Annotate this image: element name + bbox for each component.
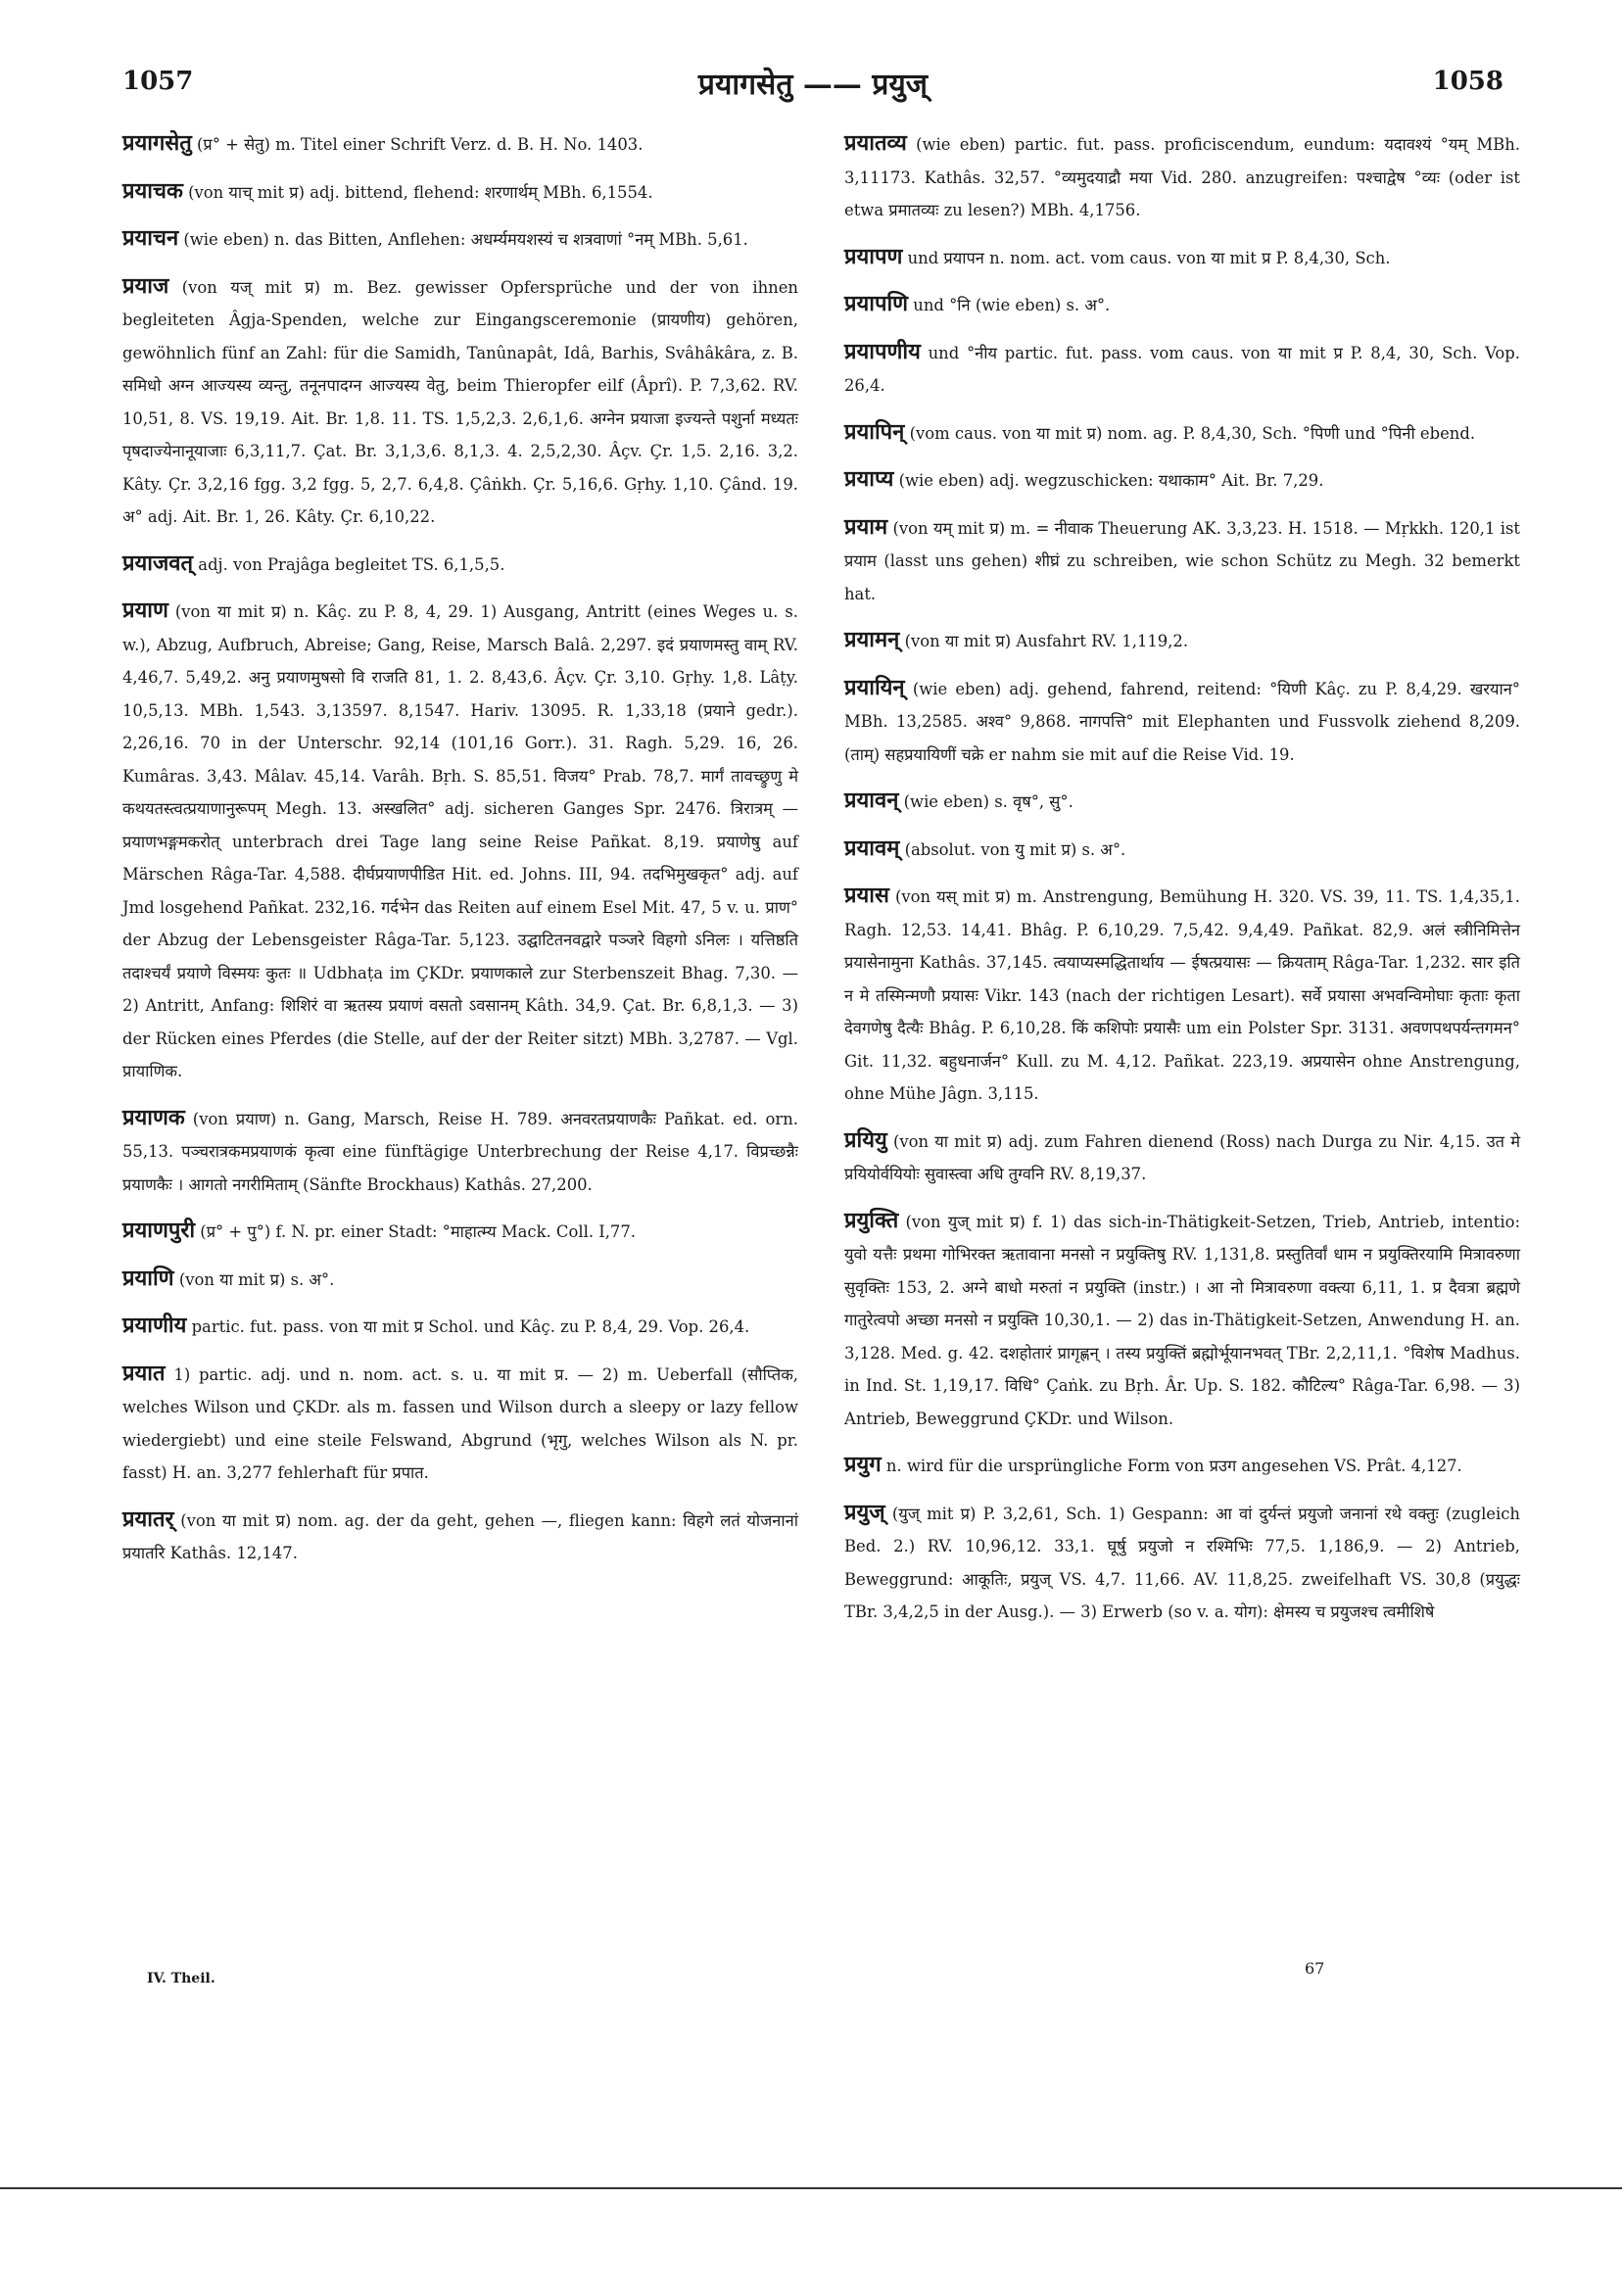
dictionary-entry	[122, 595, 798, 1088]
entry-headword: प्रयाण	[122, 598, 168, 623]
dictionary-entry	[122, 270, 798, 534]
dictionary-entry	[122, 1102, 798, 1202]
dictionary-entry	[122, 222, 798, 257]
entry-text: (von यस् mit प्र) m. Anstrengung, Bemühung H. 320. VS. 39, 11. TS. 1,4,35,1. Ragh. 12,53. 14,41. Bhâg. P. 6,10,29. 7,5,42. 9,4,49. Pañkat. 82,9. अलं स्त्रीनिमित्तेन प्रयासेनामुना Kathâs. 37,145. त्वयाप्यस्मद्धितार्थाय — ईषत्प्रयासः — क्रियताम् Râga-Tar. 1,232. सार इति न मे तस्मिन्मणौ प्रयासः Vikr. 143 (nach der richtigen Lesart). सर्वे प्रयासा अभवन्विमोघाः कृताः कृता देवगणेषु दैत्यैः Bhâg. P. 6,10,28. किं कशिपोः प्रयासैः um ein Polster Spr. 3131. अवणपथपर्यन्तगमन° Git. 11,32. बहुधनार्जन° Kull. zu M. 4,12. Pañkat. 223,19. अप्रयासेन ohne Anstrengung, ohne Mühe Jâgn. 3,115.	[844, 887, 1520, 1103]
volume-label: IV. Theil.	[147, 1971, 215, 1986]
entry-text: und °नीय partic. fut. pass. vom caus. von या mit प्र P. 8,4, 30, Sch. Vop. 26,4.	[844, 343, 1520, 395]
entry-headword: प्रयावन्	[844, 788, 899, 813]
dictionary-entry	[844, 127, 1520, 227]
entry-headword: प्रयाणपुरी	[122, 1218, 196, 1243]
entry-headword: प्रयात	[122, 1360, 166, 1386]
entry-text: und °नि (wie eben) s. अ°.	[913, 296, 1111, 314]
entry-headword: प्रयाप्य	[844, 466, 894, 492]
dictionary-entry	[844, 511, 1520, 611]
page-number-left: 1057	[122, 67, 194, 96]
running-title: प्रयागसेतु —— प्रयुज्	[697, 68, 929, 102]
entry-text: (प्र° + सेतु) m. Titel einer Schrift Verz. d. B. H. No. 1403.	[197, 135, 644, 154]
entry-text: (von प्रयाण) n. Gang, Marsch, Reise H. 789. अनवरतप्रयाणकैः Pañkat. ed. orn. 55,13. पञ्चरात्रकमप्रयाणकं कृत्वा eine fünftägige Unterbrechung der Reise 4,17. विप्रच्छन्नैः प्रयाणकैः । आगतो नगरीमिताम् (Sänfte Brockhaus) Kathâs. 27,200.	[122, 1109, 798, 1194]
entry-headword: प्रयाचक	[122, 177, 183, 204]
signature-mark: 67	[1305, 1959, 1325, 1978]
entry-text: (युज् mit प्र) P. 3,2,61, Sch. 1) Gespann: आ वां दुर्यन्तं प्रयुजो जनानां रथे वक्तुः (zugleich Bed. 2.) RV. 10,96,12. 33,1. घूर्षु प्रयुजो न रश्मिभिः 77,5. 1,186,9. — 2) Antrieb, Beweggrund: आकूतिः, प्रयुज् VS. 4,7. 11,66. AV. 11,8,25. zweifelhaft VS. 30,8 (प्रयुद्धः TBr. 3,4,2,5 in der Ausg.). — 3) Erwerb (so v. a. योग): क्षेमस्य च प्रयुजश्च त्वमीशिषे	[844, 1504, 1520, 1621]
entry-headword: प्रयागसेतु	[122, 130, 192, 156]
entry-headword: प्रयायिन्	[844, 674, 905, 700]
entry-text: partic. fut. pass. von या mit प्र Schol. und Kâç. zu P. 8,4, 29. Vop. 26,4.	[191, 1317, 750, 1336]
right-column	[844, 127, 1520, 1643]
dictionary-entry	[844, 288, 1520, 322]
entry-headword: प्रयियु	[844, 1126, 887, 1153]
dictionary-entry	[122, 548, 798, 582]
page-header	[122, 67, 1503, 106]
entry-text: (wie eben) adj. gehend, fahrend, reitend: °यिणी Kâç. zu P. 8,4,29. खरयान° MBh. 13,2585. अश्व° 9,868. नागपत्ति° mit Elephanten und Fussvolk ziehend 8,209. (ताम्) सहप्रयायिणीं चक्रे er nahm sie mit auf die Reise Vid. 19.	[844, 679, 1520, 764]
entry-headword: प्रयास	[844, 883, 889, 908]
dictionary-entry	[844, 833, 1520, 867]
entry-text: (von युज् mit प्र) f. 1) das sich-in-Thätigkeit-Setzen, Trieb, Antrieb, intentio: युवो यत्तैः प्रथमा गोभिरक्त ऋतावाना मनसो न प्रयुक्तिषु RV. 1,131,8. प्रस्तुतिर्वां धाम न प्रयुक्तिरयामि मित्रावरुणा सुवृक्तिः 153, 2. अग्ने बाधो मरुतां न प्रयुक्ति (instr.) । आ नो मित्रावरुणा वक्त्या 6,11, 1. प्र दैवत्रा ब्रह्मणे गातुरेत्वपो अच्छा मनसो न प्रयुक्ति 10,30,1. — 2) das in-Thätigkeit-Setzen, Anwendung H. an. 3,128. Med. g. 42. दशहोतारं प्रागृह्णन् । तस्य प्रयुक्तिं ब्रह्मोर्भूयानभवत् TBr. 2,2,11,1. °विशेष Madhus. in Ind. St. 1,19,17. विधि° Çaṅk. zu Bṛh. Âr. Up. S. 182. कौटिल्य° Râga-Tar. 6,98. — 3) Antrieb, Beweggrund ÇKDr. und Wilson.	[844, 1212, 1520, 1428]
entry-text: (absolut. von यु mit प्र) s. अ°.	[904, 839, 1126, 859]
dictionary-entry	[122, 127, 798, 162]
entry-text: (von याच् mit प्र) adj. bittend, flehend: शरणार्थम् MBh. 6,1554.	[188, 182, 653, 202]
entry-headword: प्रयुज्	[844, 1499, 885, 1525]
entry-text: (von या mit प्र) adj. zum Fahren dienend (Ross) nach Durga zu Nir. 4,15. उत मे प्रयियोर्वयियोः सुवास्त्वा अधि तुग्वनि RV. 8,19,37.	[844, 1131, 1520, 1183]
dictionary-entry	[122, 1358, 798, 1490]
entry-text: (wie eben) partic. fut. pass. proficiscendum, eundum: यदावश्यं °यम् MBh. 3,11173. Kathâs. 32,57. °व्यमुदयाद्रौ मया Vid. 280. anzugreifen: पश्चाद्वेष °व्यः (oder ist etwa प्रमातव्यः zu lesen?) MBh. 4,1756.	[844, 135, 1520, 219]
entry-text: und प्रयापन n. nom. act. vom caus. von या mit प्र P. 8,4,30, Sch.	[907, 248, 1391, 267]
entry-headword: प्रयातर्	[122, 1506, 174, 1532]
entry-text: (wie eben) adj. wegzuschicken: यथाकाम° Ait. Br. 7,29.	[898, 471, 1324, 490]
entry-headword: प्रयाज	[122, 272, 169, 299]
dictionary-entry	[122, 1310, 798, 1344]
entry-headword: प्रयामन्	[844, 627, 900, 652]
dictionary-entry	[844, 416, 1520, 451]
entry-headword: प्रयातव्य	[844, 130, 907, 156]
entry-text: (von या mit प्र) s. अ°.	[178, 1269, 335, 1289]
dictionary-entry	[844, 624, 1520, 658]
dictionary-entry	[122, 1263, 798, 1297]
entry-text: (vom caus. von या mit प्र) nom. ag. P. 8,4,30, Sch. °पिणी und °पिनी ebend.	[909, 423, 1476, 443]
entry-headword: प्रयावम्	[844, 835, 900, 861]
entry-headword: प्रयापणि	[844, 291, 909, 316]
entry-text: (प्र° + पु°) f. N. pr. einer Stadt: °माहात्म्य Mack. Coll. I,77.	[200, 1222, 636, 1241]
entry-text: (von या mit प्र) nom. ag. der da geht, gehen —, fliegen kann: विहगे लतं योजनानां प्रयातरि Kathâs. 12,147.	[122, 1510, 798, 1562]
entry-text: n. wird für die ursprüngliche Form von प्रउग angesehen VS. Prât. 4,127.	[885, 1457, 1462, 1475]
entry-headword: प्रयुग	[844, 1452, 882, 1477]
dictionary-entry	[844, 241, 1520, 275]
entry-headword: प्रयाचन	[122, 225, 179, 251]
entry-headword: प्रयाजवत्	[122, 550, 194, 576]
bottom-rule	[0, 2187, 1622, 2189]
entry-text: (von या mit प्र) Ausfahrt RV. 1,119,2.	[904, 632, 1189, 650]
dictionary-entry	[844, 336, 1520, 403]
dictionary-entry	[844, 672, 1520, 772]
page-number-right: 1058	[1432, 67, 1503, 96]
left-column	[122, 127, 798, 1584]
entry-headword: प्रयाम	[844, 513, 888, 540]
dictionary-entry	[122, 175, 798, 210]
dictionary-entry	[844, 463, 1520, 498]
entry-headword: प्रयाणि	[122, 1265, 174, 1291]
entry-headword: प्रयाणीय	[122, 1313, 187, 1338]
entry-headword: प्रयापणीय	[844, 338, 921, 364]
entry-headword: प्रयापिन्	[844, 418, 905, 445]
entry-text: adj. von Prajâga begleitet TS. 6,1,5,5.	[198, 554, 505, 574]
entry-text: 1) partic. adj. und n. nom. act. s. u. या mit प्र. — 2) m. Ueberfall (सौप्तिक, welches Wilson und ÇKDr. als m. fassen und Wilson durch a sleepy or lazy fellow wiedergiebt) und eine steile Felswand, Abgrund (भृगु, welches Wilson als N. pr. fasst) H. an. 3,277 fehlerhaft für प्रपात.	[122, 1364, 798, 1482]
entry-text: (von यज् mit प्र) m. Bez. gewisser Opfersprüche und der von ihnen begleiteten Âgja-Spenden, welche zur Eingangsceremonie (प्रायणीय) gehören, gewöhnlich fünf an Zahl: für die Samidh, Tanûnapât, Idâ, Barhis, Svâhâkâra, z. B. समिधो अग्न आज्यस्य व्यन्तु, तनूनपादग्न आज्यस्य वेतु, beim Thieropfer eilf (Âprî). P. 7,3,62. RV. 10,51, 8. VS. 19,19. Ait. Br. 1,8. 11. TS. 1,5,2,3. 2,6,1,6. अग्नेन प्रयाजा इज्यन्ते पशुर्ना मध्यतः पृषदाज्येनानूयाजाः 6,3,11,7. Çat. Br. 3,1,3,6. 8,1,3. 4. 2,5,2,30. Âçv. Çr. 1,5. 2,16. 3,2. Kâty. Çr. 3,2,16 fgg. 3,2 fgg. 5, 2,7. 6,4,8. Çâṅkh. Çr. 5,16,6. Gṛhy. 1,10. Çând. 19. अ° adj. Ait. Br. 1, 26. Kâty. Çr. 6,10,22.	[122, 277, 798, 526]
dictionary-entry	[844, 1205, 1520, 1436]
dictionary-entry	[844, 880, 1520, 1111]
entry-text: (von या mit प्र) n. Kâç. zu P. 8, 4, 29. 1) Ausgang, Antritt (eines Weges u. s. w.), Abzug, Aufbruch, Abreise; Gang, Reise, Marsch Balâ. 2,297. इदं प्रयाणमस्तु वाम् RV. 4,46,7. 5,49,2. अनु प्रयाणमुषसो वि राजति 81, 1. 2. 8,43,6. Âçv. Çr. 3,10. Gṛhy. 1,8. Lâṭy. 10,5,13. MBh. 1,543. 3,13597. 8,1547. Hariv. 13095. R. 1,33,18 (प्रयाने gedr.). 2,26,16. 70 in der Unterschr. 92,14 (101,16 Gorr.). 31. Ragh. 5,29. 16, 26. Kumâras. 3,43. Mâlav. 45,14. Varâh. Bṛh. S. 85,51. विजय° Prab. 78,7. मार्गं तावच्छ्रुणु मे कथयतस्त्वत्प्रयाणानुरूपम् Megh. 13. अस्खलित° adj. sicheren Ganges Spr. 2476. त्रिरात्रम् — प्रयाणभङ्गमकरोत् unterbrach drei Tage lang seine Reise Pañkat. 8,19. प्रयाणेषु auf Märschen Râga-Tar. 4,588. दीर्घप्रयाणपीडित Hit. ed. Johns. III, 94. तदभिमुखकृत° adj. auf Jmd losgehend Pañkat. 232,16. गर्दभेन das Reiten auf einem Esel Mit. 47, 5 v. u. प्राण° der Abzug der Lebensgeister Râga-Tar. 5,123. उद्घाटितनवद्वारे पञ्जरे विहगो ऽनिलः । यत्तिष्ठति तदाश्चर्यं प्रयाणे विस्मयः कुतः ॥ Udbhaṭa im ÇKDr. प्रयाणकाले zur Sterbenszeit Bhag. 7,30. — 2) Antritt, Anfang: शिशिरं वा ऋतस्य प्रयाणं वसतो ऽवसानम् Kâth. 34,9. Çat. Br. 6,8,1,3. — 3) der Rücken eines Pferdes (die Stelle, auf der der Reiter sitzt) MBh. 3,2787. — Vgl. प्रायाणिक.	[122, 602, 798, 1080]
entry-headword: प्रयाणक	[122, 1104, 185, 1130]
dictionary-entry	[844, 1497, 1520, 1629]
dictionary-entry	[122, 1215, 798, 1249]
dictionary-entry	[844, 1449, 1520, 1483]
entry-text: (von यम् mit प्र) m. = नीवाक Theuerung AK. 3,3,23. H. 1518. — Mṛkkh. 120,1 ist प्रयाम (lasst uns gehen) शीघ्रं zu schreiben, wie schon Schütz zu Megh. 32 bemerkt hat.	[844, 518, 1520, 603]
dictionary-entry	[844, 1124, 1520, 1191]
entry-headword: प्रयापण	[844, 243, 903, 269]
dictionary-entry	[122, 1504, 798, 1570]
entry-text: (wie eben) s. वृष°, सु°.	[903, 792, 1073, 811]
dictionary-entry	[844, 785, 1520, 819]
entry-text: (wie eben) n. das Bitten, Anflehen: अधर्म्यमयशस्यं च शत्रवाणां °नम् MBh. 5,61.	[183, 230, 748, 249]
entry-headword: प्रयुक्ति	[844, 1207, 899, 1233]
